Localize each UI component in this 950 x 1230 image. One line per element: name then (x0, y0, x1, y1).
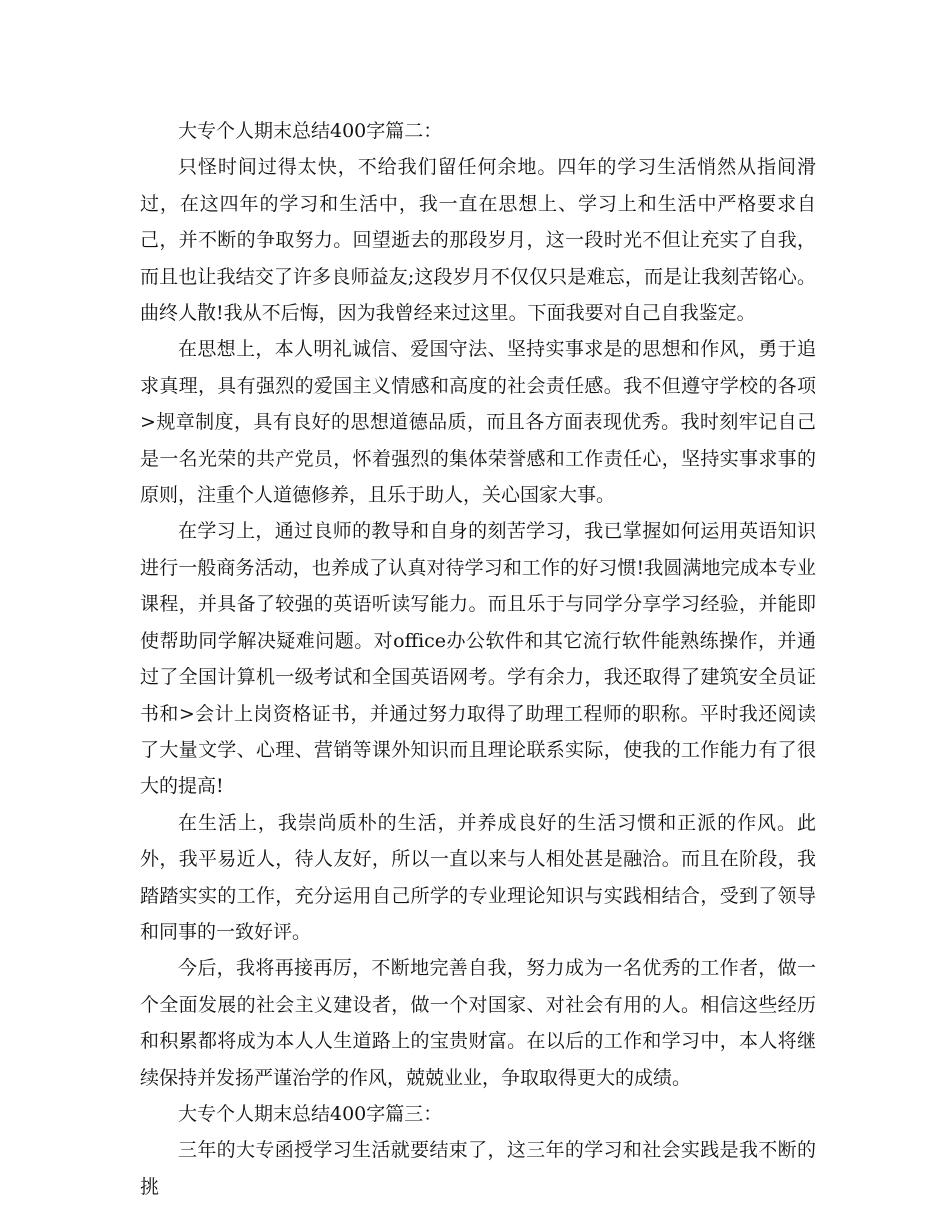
paragraph: 在学习上，通过良师的教导和自身的刻苦学习，我已掌握如何运用英语知识进行一般商务活动，也养成了认真对待学习和工作的好习惯!我圆满地完成本专业课程，并具备了较强的英语听读写能力。而且乐于与同学分享学习经验，并能即使帮助同学解决疑难问题。对office办公软件和其它流行软件能熟练操作，并通过了全国计算机一级考试和全国英语网考。学有余力，我还取得了建筑安全员证书和>会计上岗资格证书，并通过努力取得了助理工程师的职称。平时我还阅读了大量文学、心理、营销等课外知识而且理论联系实际，使我的工作能力有了很大的提高! (140, 520, 816, 798)
paragraph: 只怪时间过得太快，不给我们留任何余地。四年的学习生活悄然从指间滑过，在这四年的学习和生活中，我一直在思想上、学习上和生活中严格要求自己，并不断的争取努力。回望逝去的那段岁月，这一段时光不但让充实了自我，而且也让我结交了许多良师益友;这段岁月不仅仅只是难忘，而是让我刻苦铭心。曲终人散!我从不后悔，因为我曾经来过这里。下面我要对自己自我鉴定。 (140, 156, 816, 325)
paragraph: 在生活上，我崇尚质朴的生活，并养成良好的生活习惯和正派的作风。此外，我平易近人，待人友好，所以一直以来与人相处甚是融洽。而且在阶段，我踏踏实实的工作，充分运用自己所学的专业理论知识与实践相结合，受到了领导和同事的一致好评。 (140, 811, 816, 943)
paragraph: 三年的大专函授学习生活就要结束了，这三年的学习和社会实践是我不断的挑 (140, 1139, 816, 1198)
paragraph: 今后，我将再接再厉，不断地完善自我，努力成为一名优秀的工作者，做一个全面发展的社会主义建设者，做一个对国家、对社会有用的人。相信这些经历和积累都将成为本人人生道路上的宝贵财富。在以后的工作和学习中，本人将继续保持并发扬严谨治学的作风，兢兢业业，争取取得更大的成绩。 (140, 957, 816, 1089)
section-heading: 大专个人期末总结400字篇二： (178, 120, 443, 142)
section-heading: 大专个人期末总结400字篇三： (178, 1102, 443, 1125)
paragraph: 在思想上，本人明礼诚信、爱国守法、坚持实事求是的思想和作风，勇于追求真理，具有强烈的爱国主义情感和高度的社会责任感。我不但遵守学校的各项>规章制度，具有良好的思想道德品质，而且各方面表现优秀。我时刻牢记自己是一名光荣的共产党员，怀着强烈的集体荣誉感和工作责任心，坚持实事求事的原则，注重个人道德修养，且乐于助人，关心国家大事。 (140, 338, 816, 507)
document-body (140, 113, 816, 1205)
